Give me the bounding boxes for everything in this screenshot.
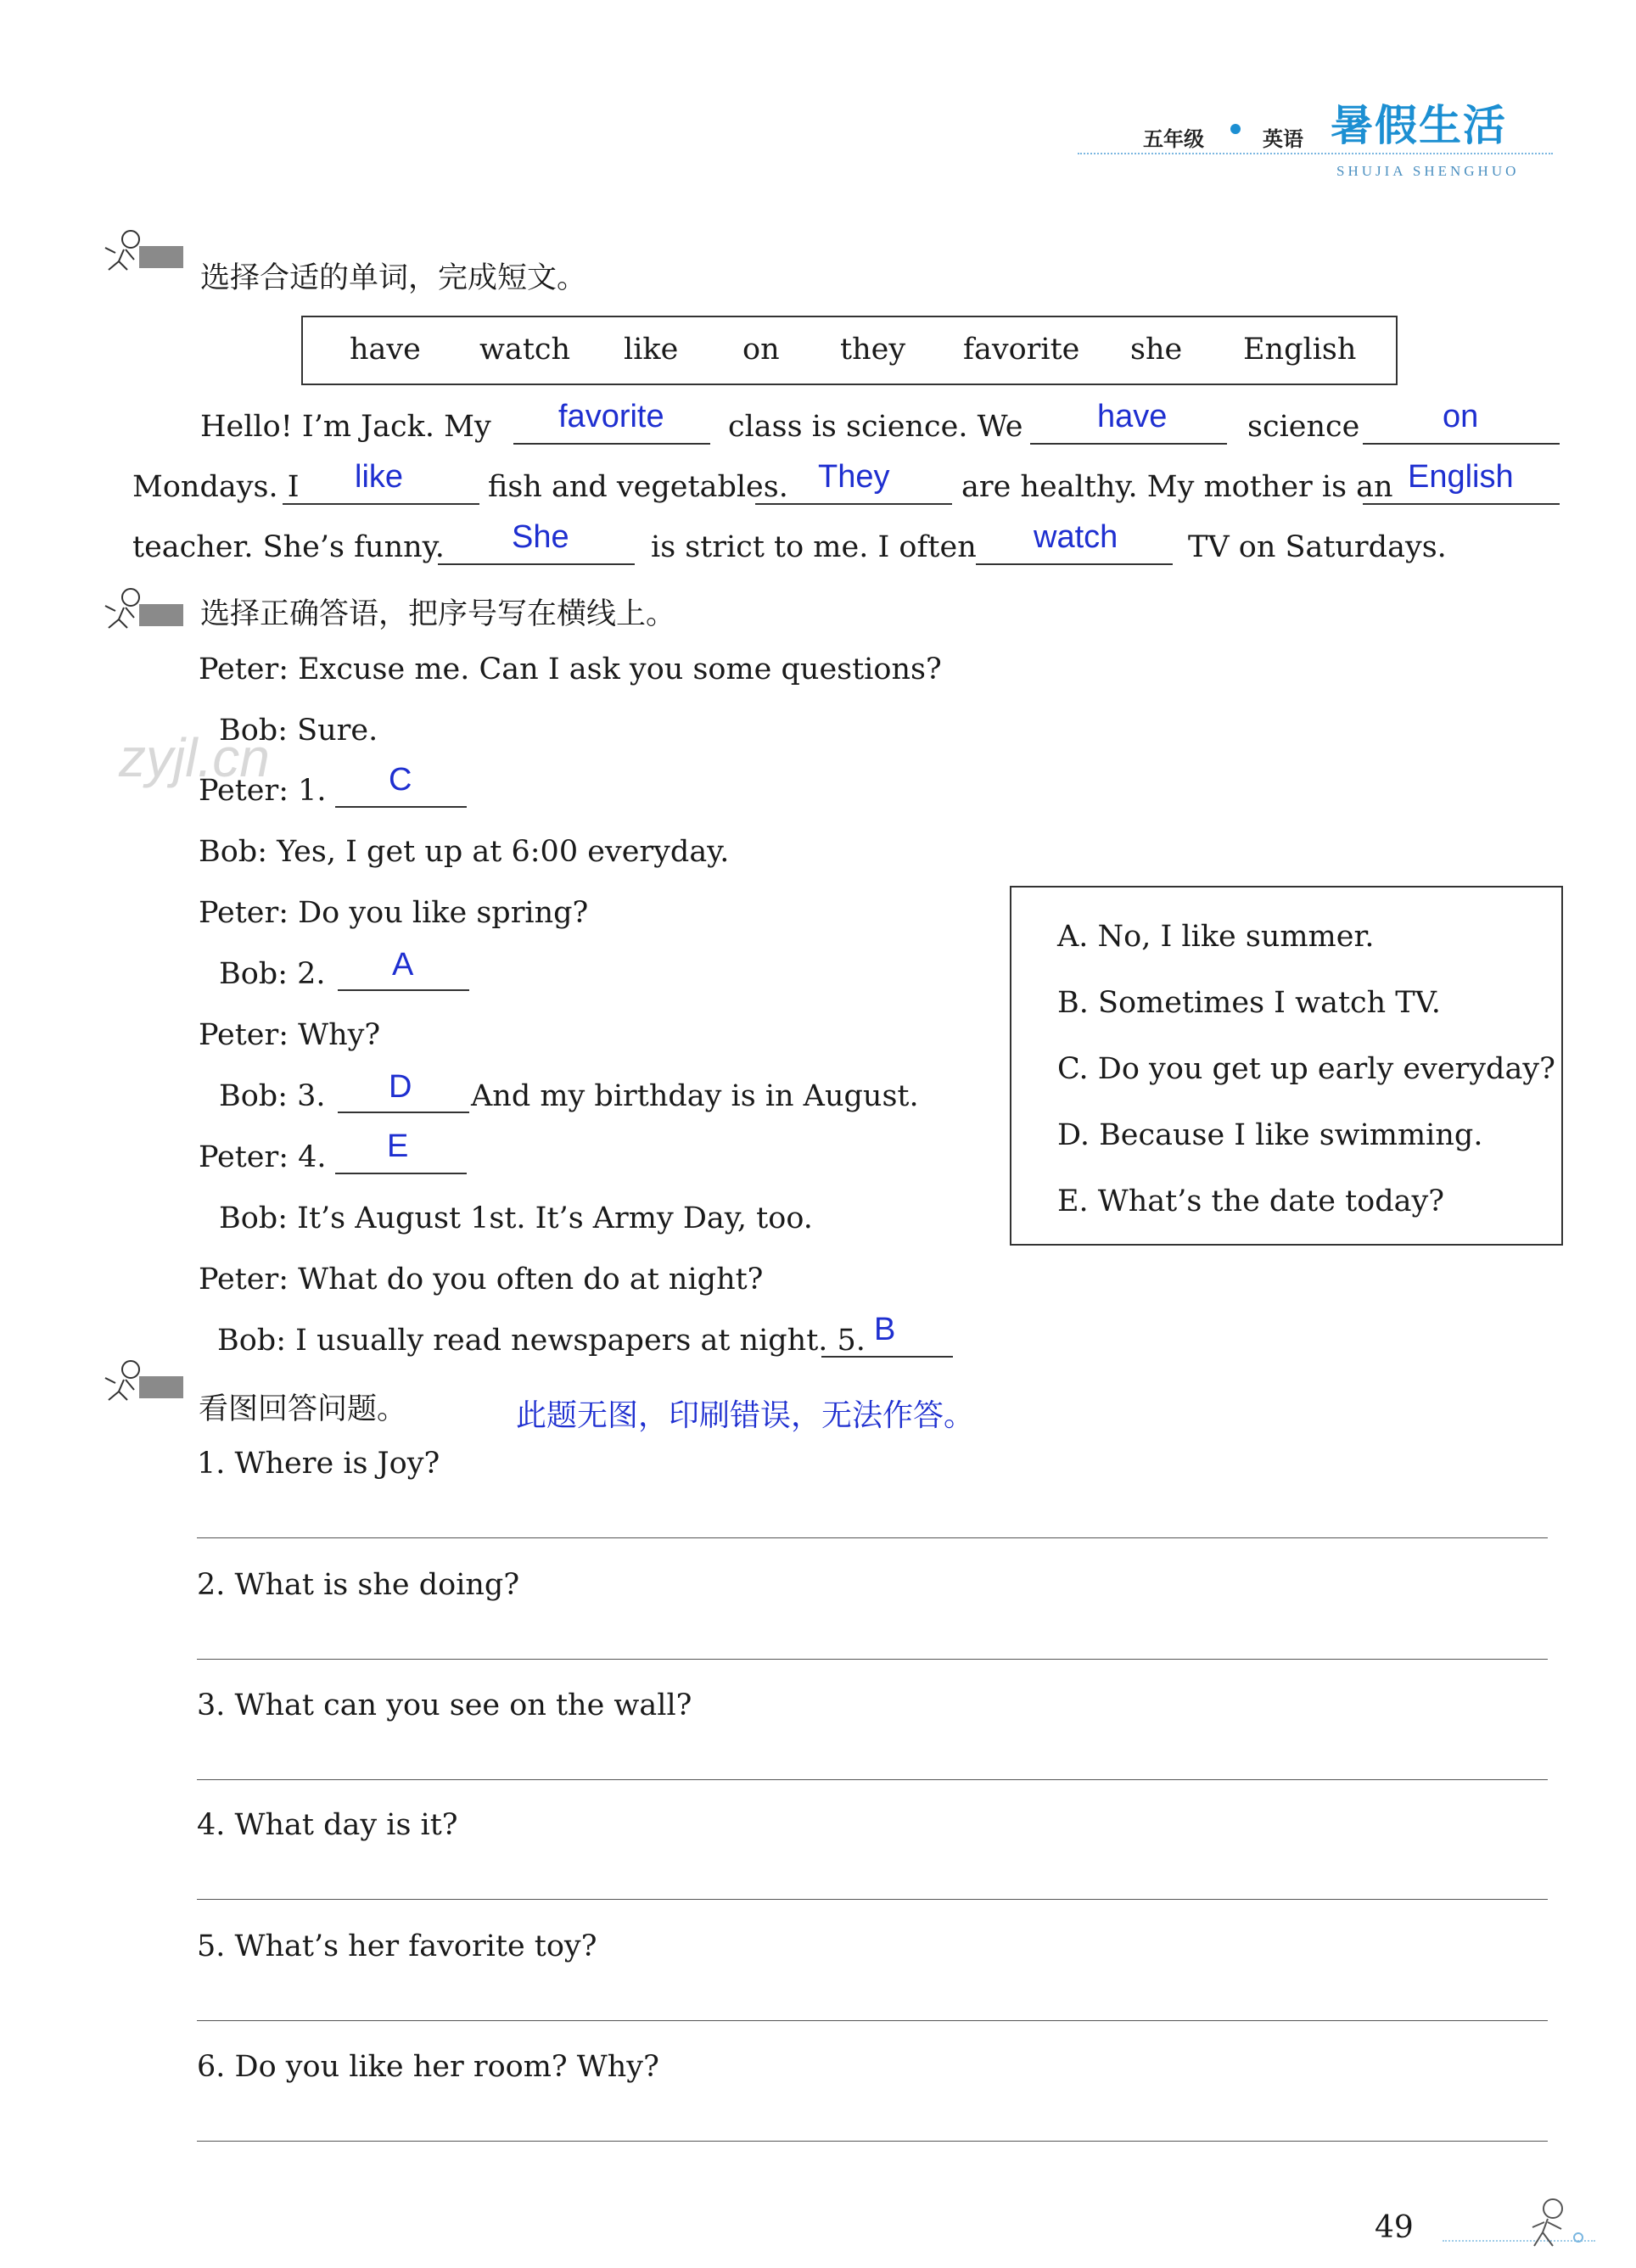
passage-text: TV on Saturdays. xyxy=(1188,530,1447,564)
answer-text: C xyxy=(389,762,412,798)
answer-text: A xyxy=(392,947,414,983)
subject-label: 英语 xyxy=(1263,127,1303,151)
blank-line xyxy=(335,806,467,808)
dialogue-line: And my birthday is in August. xyxy=(471,1079,919,1113)
dialogue-line: Peter: Excuse me. Can I ask you some questions? xyxy=(199,652,942,686)
header-dot xyxy=(1230,124,1241,134)
dialogue-line: Peter: 1. xyxy=(199,774,327,808)
answer-text: have xyxy=(1097,399,1168,434)
blank-line xyxy=(1363,443,1560,445)
word-bank-item: on xyxy=(742,333,780,367)
blank-line xyxy=(1363,503,1560,505)
answer-line xyxy=(197,1537,1548,1538)
answer-text: B xyxy=(874,1312,896,1347)
question-text: 2. What is she doing? xyxy=(197,1568,520,1602)
question-text: 6. Do you like her room? Why? xyxy=(197,2050,659,2084)
blank-line xyxy=(513,443,710,445)
dialogue-line: Bob: 2. xyxy=(219,957,326,991)
word-bank-item: like xyxy=(624,333,679,367)
option-item: D. Because I like swimming. xyxy=(1057,1118,1483,1152)
answer-text: English xyxy=(1408,459,1514,495)
blank-line xyxy=(755,503,952,505)
brand-pinyin: SHUJIA SHENGHUO xyxy=(1336,163,1520,179)
grade-label: 五年级 xyxy=(1143,127,1204,151)
watermark: zyjl.cn xyxy=(119,727,270,788)
passage-text: fish and vegetables. xyxy=(488,470,788,504)
answer-text: D xyxy=(389,1069,412,1105)
section1-title: 选择合适的单词，完成短文。 xyxy=(200,261,587,295)
passage-text: class is science. We xyxy=(728,410,1023,444)
dialogue-line: Peter: Do you like spring? xyxy=(199,896,589,930)
section3-title: 看图回答问题。 xyxy=(199,1392,407,1426)
answer-text: watch xyxy=(1034,519,1118,555)
answer-text: They xyxy=(818,459,890,495)
section-boy-icon xyxy=(100,1358,185,1402)
question-text: 3. What can you see on the wall? xyxy=(197,1688,692,1722)
word-bank-item: watch xyxy=(479,333,571,367)
blank-line xyxy=(338,989,469,991)
passage-text: Mondays. I xyxy=(132,470,300,504)
blank-line xyxy=(1030,443,1227,445)
header-divider xyxy=(1078,153,1553,154)
option-item: A. No, I like summer. xyxy=(1057,920,1375,954)
answer-text: E xyxy=(387,1128,409,1164)
blank-line xyxy=(821,1356,953,1358)
question-text: 1. Where is Joy? xyxy=(197,1447,440,1481)
answer-line xyxy=(197,2020,1548,2021)
option-item: C. Do you get up early everyday? xyxy=(1057,1052,1555,1086)
dialogue-line: Bob: Yes, I get up at 6:00 everyday. xyxy=(199,835,730,869)
dialogue-line: Peter: 4. xyxy=(199,1140,327,1174)
dialogue-line: Peter: What do you often do at night? xyxy=(199,1263,764,1296)
dialogue-line: Bob: I usually read newspapers at night. 5. xyxy=(217,1324,866,1358)
passage-text: is strict to me. I often xyxy=(651,530,977,564)
passage-text: teacher. She’s funny. xyxy=(132,530,445,564)
word-bank-item: have xyxy=(350,333,421,367)
page-number: 49 xyxy=(1375,2210,1414,2245)
answer-line xyxy=(197,1779,1548,1780)
word-bank xyxy=(301,316,1398,385)
section2-title: 选择正确答语，把序号写在横线上。 xyxy=(200,597,676,631)
passage-text: are healthy. My mother is an xyxy=(961,470,1393,504)
question-text: 5. What’s her favorite toy? xyxy=(197,1929,597,1963)
answer-line xyxy=(197,1659,1548,1660)
passage-text: Hello! I’m Jack. My xyxy=(200,410,491,444)
word-bank-item: English xyxy=(1243,333,1357,367)
brand-title: 暑假生活 xyxy=(1331,101,1507,150)
dialogue-line: Bob: It’s August 1st. It’s Army Day, too. xyxy=(219,1201,813,1235)
blank-line xyxy=(976,563,1173,565)
options-box xyxy=(1010,886,1563,1246)
blank-line xyxy=(438,563,635,565)
option-item: E. What’s the date today? xyxy=(1057,1184,1445,1218)
answer-text: like xyxy=(355,459,404,495)
section-boy-icon xyxy=(100,585,185,630)
answer-text: on xyxy=(1443,399,1479,434)
dialogue-line: Peter: Why? xyxy=(199,1018,381,1052)
question-text: 4. What day is it? xyxy=(197,1808,458,1842)
blank-line xyxy=(335,1173,467,1174)
answer-text: She xyxy=(512,519,569,555)
option-item: B. Sometimes I watch TV. xyxy=(1057,986,1441,1020)
blank-line xyxy=(338,1112,469,1113)
word-bank-item: they xyxy=(840,333,906,367)
answer-line xyxy=(197,1899,1548,1900)
section-boy-icon xyxy=(100,227,185,272)
word-bank-item: favorite xyxy=(963,333,1080,367)
footer-boy-icon xyxy=(1519,2193,1595,2253)
passage-text: science xyxy=(1247,410,1360,444)
blank-line xyxy=(283,503,479,505)
answer-line xyxy=(197,2141,1548,2142)
dialogue-line: Bob: Sure. xyxy=(219,714,378,748)
answer-text: favorite xyxy=(558,399,664,434)
word-bank-item: she xyxy=(1130,333,1183,367)
dialogue-line: Bob: 3. xyxy=(219,1079,326,1113)
section3-note: 此题无图，印刷错误，无法作答。 xyxy=(516,1398,975,1433)
